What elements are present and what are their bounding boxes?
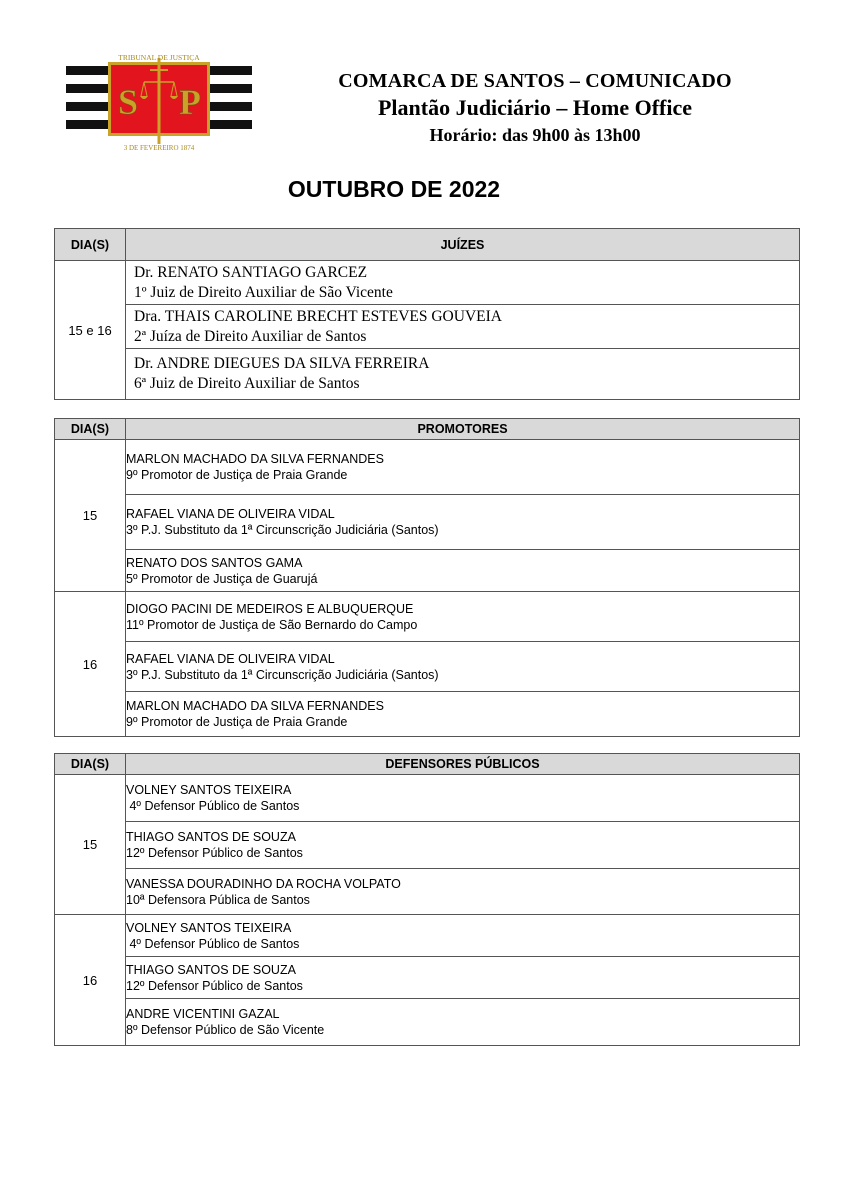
table-row [55, 550, 800, 592]
person-name: VOLNEY SANTOS TEIXEIRA [126, 920, 292, 935]
person-name: RENATO DOS SANTOS GAMA [126, 555, 303, 570]
table-header-row [55, 229, 800, 261]
person-cell [126, 592, 800, 642]
day-cell: 16 [55, 592, 126, 737]
day-cell: 16 [55, 915, 126, 1046]
logo-letter-s: S [117, 82, 139, 122]
person-name: THIAGO SANTOS DE SOUZA [126, 962, 296, 977]
person-name: MARLON MACHADO DA SILVA FERNANDES [126, 452, 384, 466]
header-line-2: Plantão Judiciário – Home Office [377, 95, 693, 120]
person-cell [126, 261, 800, 305]
table-row [55, 957, 800, 999]
col-header-day: DIA(S) [55, 419, 126, 440]
person-name: ANDRE VICENTINI GAZAL [126, 1007, 280, 1021]
person-name: VOLNEY SANTOS TEIXEIRA [126, 783, 292, 797]
table-header-row [55, 419, 800, 440]
person-cell [126, 349, 800, 400]
col-header-title: PROMOTORES [126, 419, 800, 440]
day-cell: 15 [55, 775, 126, 915]
table-row [55, 869, 800, 915]
person-role: 12º Defensor Público de Santos [126, 978, 303, 993]
person-role: 2ª Juíza de Direito Auxiliar de Santos [134, 327, 367, 345]
person-name: DIOGO PACINI DE MEDEIROS E ALBUQUERQUE [126, 601, 414, 616]
table-row [55, 822, 800, 869]
table-row [55, 440, 800, 495]
table-header-row [55, 754, 800, 775]
person-name: THIAGO SANTOS DE SOUZA [126, 830, 296, 844]
month-title: OUTUBRO DE 2022 [287, 176, 501, 202]
col-header-day: DIA(S) [55, 754, 126, 775]
person-role: 9º Promotor de Justiça de Praia Grande [126, 468, 348, 482]
col-header-title: DEFENSORES PÚBLICOS [126, 754, 800, 775]
judges-table [54, 228, 800, 400]
person-cell [126, 440, 800, 495]
person-cell [126, 999, 800, 1046]
table-row [55, 495, 800, 550]
person-cell [126, 692, 800, 737]
col-header-title: JUÍZES [126, 229, 800, 261]
person-role: 8º Defensor Público de São Vicente [126, 1023, 325, 1037]
header-line-3: Horário: das 9h00 às 13h00 [429, 125, 641, 145]
person-cell [126, 957, 800, 999]
person-role: 6ª Juiz de Direito Auxiliar de Santos [134, 375, 360, 392]
logo-bottom-text: 3 DE FEVEREIRO 1874 [123, 144, 195, 152]
person-name: Dr. RENATO SANTIAGO GARCEZ [134, 263, 368, 281]
day-cell: 15 e 16 [55, 261, 126, 400]
person-role: 9º Promotor de Justiça de Praia Grande [126, 715, 348, 729]
person-role: 11º Promotor de Justiça de São Bernardo do Campo [126, 617, 418, 632]
defenders-table [54, 753, 800, 1046]
prosecutors-table [54, 418, 800, 737]
person-name: RAFAEL VIANA DE OLIVEIRA VIDAL [126, 651, 335, 666]
person-cell [126, 869, 800, 915]
person-name: Dra. THAIS CAROLINE BRECHT ESTEVES GOUVEIA [134, 307, 502, 325]
table-row [55, 775, 800, 822]
table-row [55, 999, 800, 1046]
person-role: 3º P.J. Substituto da 1ª Circunscrição Judiciária (Santos) [126, 667, 439, 682]
person-name: Dr. ANDRE DIEGUES DA SILVA FERREIRA [134, 355, 430, 372]
person-name: VANESSA DOURADINHO DA ROCHA VOLPATO [126, 876, 401, 891]
person-name: MARLON MACHADO DA SILVA FERNANDES [126, 699, 384, 713]
document-header [270, 68, 800, 148]
person-role: 10ª Defensora Pública de Santos [126, 892, 310, 907]
person-cell [126, 775, 800, 822]
person-cell [126, 915, 800, 957]
logo-top-text: TRIBUNAL DE JUSTIÇA [118, 53, 200, 62]
table-row [55, 915, 800, 957]
col-header-day: DIA(S) [55, 229, 126, 261]
table-row [55, 261, 800, 305]
person-role: 5º Promotor de Justiça de Guarujá [126, 571, 318, 586]
tribunal-logo [66, 52, 252, 152]
logo-letter-p: P [179, 82, 201, 122]
table-row [55, 592, 800, 642]
table-row [55, 349, 800, 400]
day-cell: 15 [55, 440, 126, 592]
header-line-1: COMARCA DE SANTOS – COMUNICADO [338, 70, 732, 92]
person-cell [126, 822, 800, 869]
person-role: 1º Juiz de Direito Auxiliar de São Vicente [134, 283, 393, 301]
person-role: 12º Defensor Público de Santos [126, 846, 303, 860]
person-role: 4º Defensor Público de Santos [126, 799, 300, 813]
table-row [55, 692, 800, 737]
person-cell [126, 642, 800, 692]
person-cell [126, 495, 800, 550]
table-row [55, 642, 800, 692]
table-row [55, 305, 800, 349]
person-role: 4º Defensor Público de Santos [126, 936, 300, 951]
person-role: 3º P.J. Substituto da 1ª Circunscrição Judiciária (Santos) [126, 523, 439, 537]
person-cell [126, 305, 800, 349]
person-name: RAFAEL VIANA DE OLIVEIRA VIDAL [126, 507, 335, 521]
person-cell [126, 550, 800, 592]
